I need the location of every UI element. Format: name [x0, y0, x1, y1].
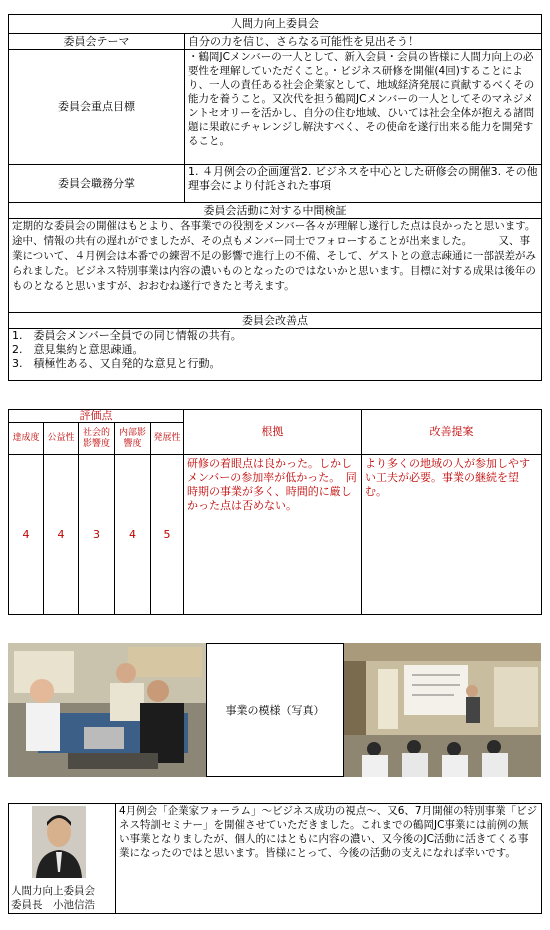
- improve-item: 1. 委員会メンバー全員での同じ情報の共有。: [12, 329, 242, 342]
- improve-label: 委員会改善点: [9, 313, 542, 329]
- evaluation-table: [8, 409, 542, 615]
- score-internal-impact: 4: [115, 455, 151, 615]
- improve-list: [9, 329, 542, 381]
- criterion-achievement: 達成度: [9, 423, 44, 455]
- score-public-benefit: 4: [44, 455, 79, 615]
- chair-profile: [9, 804, 116, 914]
- evaluation-header: 評価点: [9, 410, 184, 423]
- theme-value: 自分の力を信じ、さらなる可能性を見出そう！: [185, 34, 542, 50]
- goal-text: ・鶴岡JCメンバーの一人として、新入会員・会員の皆様に人間力向上の必要性を理解していただくこと。・ビジネス研修を開催(4回)することにより、一人の責任ある社会企業家として、地域経済発展に貢献するべくその能力を養うこと。又次代を担う鶴岡JCメンバーの一人としてそのマネジメントセオリーを活かし、自分の住む地域、ひいては社会全体が抱える諸問題に果敢にチャレンジし解決すべく、その使命を遂行出来る能力を開発すること。: [188, 51, 535, 147]
- proposal-text: より多くの地域の人が参加しやすい工夫が必要。事業の継続を望む。: [362, 455, 542, 615]
- duties-text: 1. ４月例会の企画運営2. ビジネスを中心とした研修会の開催3. その他理事会により付託された事項: [185, 165, 542, 203]
- event-photo-left: [8, 643, 206, 777]
- event-photo-right: [344, 643, 541, 777]
- midterm-text: 定期的な委員会の開催はもとより、各事業での役割をメンバー各々が理解し遂行した点は良かったと思います。途中、情報の共有の遅れがでましたが、その点もメンバー同士でフォローすることが出来ました。 又、事業について、４月例会は本番での練習不足の影響で進行上の不備、そして、ゲストとの意志疎通に一部誤差がみられました。ビジネス特別事業は内容の濃いものとなったのではないかと思います。目標に対する成果は後年のものとなると思いますが、おおむね遂行できたと考えます。: [9, 219, 542, 313]
- score-achievement: 4: [9, 455, 44, 615]
- improve-item: 3. 積極性ある、又自発的な意見と行動。: [12, 357, 221, 370]
- score-growth: 5: [151, 455, 184, 615]
- basis-text: 研修の着眼点は良かった。しかしメンバーの参加率が低かった。 同時期の事業が多く、時間的に厳しかった点は否めない。: [184, 455, 362, 615]
- committee-table: [8, 14, 542, 381]
- theme-label: 委員会テーマ: [9, 34, 185, 50]
- criterion-public-benefit: 公益性: [44, 423, 79, 455]
- basis-label: 根拠: [184, 410, 362, 455]
- chair-portrait: [32, 806, 86, 878]
- improve-item: 2. 意見集約と意思疎通。: [12, 343, 144, 356]
- criterion-growth: 発展性: [151, 423, 184, 455]
- criterion-internal-impact: 内部影響度: [115, 423, 151, 455]
- chair-committee: 人間力向上委員会: [11, 885, 95, 897]
- criterion-social-impact: 社会的影響度: [79, 423, 115, 455]
- proposal-label: 改善提案: [362, 410, 542, 455]
- duties-label: 委員会職務分掌: [9, 165, 185, 203]
- chair-name: 委員長 小池信浩: [11, 899, 95, 911]
- photo-caption-box: [206, 643, 344, 777]
- chair-table: [8, 803, 542, 914]
- goal-label: 委員会重点目標: [9, 50, 185, 165]
- chair-message: 4月例会「企業家フォーラム」～ビジネス成功の視点～、又6、7月開催の特別事業「ビジネス特訓セミナー」を開催させていただきました。これまでの鶴岡JC事業には前例の無い事業となりましたが、個人的にはともに内容の濃い、又今後のJC活動に活きてくる事業になったのではと思います。皆様にとって、今後の活動の支えになれば幸いです。: [116, 804, 542, 914]
- photo-caption: 事業の模様（写真）: [225, 704, 325, 717]
- score-social-impact: 3: [79, 455, 115, 615]
- midterm-label: 委員会活動に対する中間検証: [9, 203, 542, 219]
- committee-title: 人間力向上委員会: [9, 15, 542, 34]
